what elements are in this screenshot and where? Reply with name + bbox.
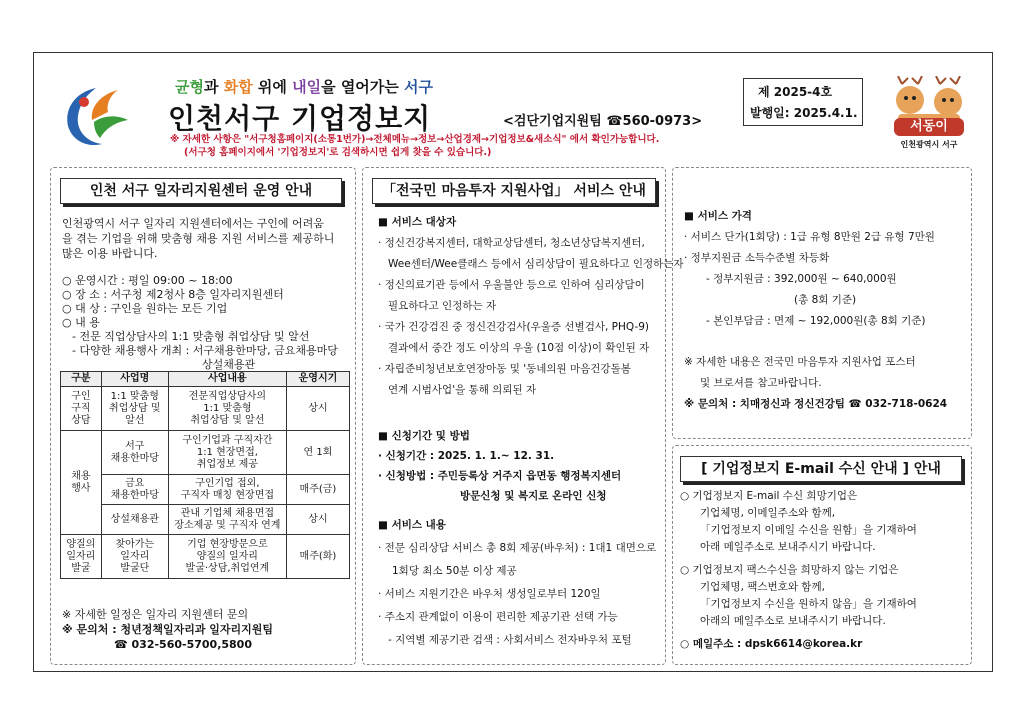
middle-content-2 (378, 426, 621, 506)
slogan-part: 을 열어가는 (321, 78, 405, 96)
issue-number: 제 2025-4호 (758, 85, 833, 99)
text-line: 「기업정보지 이메일 수신을 원함」을 기재하여 (700, 524, 917, 536)
table-cell: 구인기업과 구직자간 1:1 현장면접, 취업정보 제공 (168, 431, 286, 475)
text-line: 아래의 메일주소로 보내주시기 바랍니다. (700, 615, 886, 627)
phone-line: ☎ 032-560-5700,5800 (114, 638, 252, 651)
text-line: - 지역별 제공기관 검색 : 사회서비스 전자바우처 포털 (388, 634, 632, 646)
mascot-name: 서동이 (894, 118, 964, 136)
text-line: 방문신청 및 복지로 온라인 신청 (460, 490, 607, 502)
table-cell: 찾아가는 일자리 발굴단 (101, 535, 168, 579)
text-line: · 신청기간 : 2025. 1. 1.~ 12. 31. (378, 450, 555, 462)
table-header: 구분 (61, 372, 102, 387)
table-row (61, 475, 350, 505)
text-line: 필요하다고 인정하는 자 (388, 300, 497, 312)
text-line: 기업체명, 이메일주소와 함께, (700, 507, 836, 519)
text-line: · 서비스 지원기간은 바우처 생성일로부터 120일 (378, 588, 601, 600)
slogan-part: 서구 (404, 78, 433, 96)
right-pricing (684, 206, 935, 332)
table-row (61, 535, 350, 579)
text-line: ○ 기업정보지 E-mail 수신 희망기업은 (680, 490, 858, 502)
table-cell: 매주(금) (286, 475, 349, 505)
mascot (888, 76, 970, 158)
slogan-part: 화합 (223, 78, 253, 96)
notice (170, 133, 659, 159)
section-heading: ■ 서비스 가격 (684, 210, 752, 222)
middle-content-3 (378, 514, 656, 652)
text-line: ○ 대 상 : 구인을 원하는 모든 기업 (62, 302, 228, 315)
right-notes (684, 352, 947, 415)
section-heading: ■ 서비스 내용 (378, 519, 446, 531)
right-email (680, 488, 917, 653)
text-line: ※ 자세한 일정은 일자리 지원센터 문의 (62, 608, 249, 621)
middle-content (378, 212, 684, 401)
issue-box (743, 78, 863, 126)
table-header-row (61, 372, 350, 387)
table-cell: 전문직업상담사의 1:1 맞춤형 취업상담 및 알선 (168, 387, 286, 431)
team-contact: <검단기업지원팀 ☎560-0973> (503, 114, 703, 129)
text-line: 「기업정보지 수신을 원하지 않음」을 기재하여 (700, 598, 917, 610)
left-section-title: 인천 서구 일자리지원센터 운영 안내 (60, 178, 342, 204)
left-footer (62, 607, 273, 652)
text-line: ○ 운영시간 : 평일 09:00 ~ 18:00 (62, 274, 233, 287)
table-cell: 상시 (286, 387, 349, 431)
table-header: 운영시기 (286, 372, 349, 387)
text-line: · 전문 심리상담 서비스 총 8회 제공(바우처) : 1대1 대면으로 (378, 542, 657, 554)
text-line: - 다양한 채용행사 개최 : 서구채용한마당, 금요채용마당 (72, 344, 338, 357)
table-row (61, 431, 350, 475)
contact-line: ※ 문의처 : 청년정책일자리과 일자리지원팀 (62, 623, 274, 636)
text-line: Wee센터/Wee클래스 등에서 심리상담이 필요하다고 인정하는자 (388, 258, 684, 270)
issue-date: 발행일: 2025.4.1. (750, 106, 858, 120)
text-line: ○ 기업정보지 팩스수신을 희망하지 않는 기업은 (680, 564, 899, 576)
slogan-part: 위에 (252, 78, 293, 96)
text-line: · 신청방법 : 주민등록상 거주지 읍면동 행정복지센터 (378, 470, 622, 482)
text-line: 및 브로셔를 참고바랍니다. (700, 377, 822, 389)
text-line: - 본인부담금 : 면제 ~ 192,000원(총 8회 기준) (706, 315, 926, 327)
section-heading: ■ 신청기간 및 방법 (378, 430, 470, 442)
table-cell: 구인 구직 상담 (61, 387, 102, 431)
table-row (61, 505, 350, 535)
table-cell: 양질의 일자리 발굴 (61, 535, 102, 579)
notice-line: ※ 자세한 사항은 "서구청홈페이지(소통1번가)→전체메뉴→정보→산업경제→기업정보&새소식" 에서 확인가능합니다. (170, 134, 660, 145)
text-line: · 국가 건강검진 중 정신건강검사(우울증 선별검사, PHQ-9) (378, 321, 650, 333)
text-line: · 주소지 관계없이 이용이 편리한 제공기관 선택 가능 (378, 611, 618, 623)
text-line: 많은 이용 바랍니다. (62, 247, 158, 260)
slogan-part: 균형 (175, 78, 204, 96)
text-line: 연계 시범사업'을 통해 의뢰된 자 (388, 384, 537, 396)
text-line: 인천광역시 서구 일자리 지원센터에서는 구인에 어려움 (62, 217, 324, 230)
program-table (60, 371, 350, 579)
slogan (175, 76, 433, 97)
section-heading: ■ 서비스 대상자 (378, 216, 457, 228)
text-line: ○ 내 용 (62, 316, 100, 329)
text-line: ※ 자세한 내용은 전국민 마음투자 지원사업 포스터 (684, 356, 916, 368)
seogu-logo-icon (56, 82, 136, 152)
text-line: 결과에서 중간 정도 이상의 우울 (10점 이상)이 확인된 자 (388, 342, 650, 354)
table-cell: 채용 행사 (61, 431, 102, 535)
table-header: 사업명 (101, 372, 168, 387)
text-line: 을 겪는 기업을 위해 맞춤형 채용 지원 서비스를 제공하니 (62, 232, 335, 245)
table-cell: 구인기업 접외, 구직자 매칭 현장면접 (168, 475, 286, 505)
notice-line: (서구청 홈페이지에서 '기업정보지'로 검색하시면 쉽게 찾을 수 있습니다.) (184, 147, 492, 158)
table-cell: 금요 채용한마당 (101, 475, 168, 505)
slogan-part: 내일 (292, 78, 322, 96)
middle-section-title: 「전국민 마음투자 지원사업」 서비스 안내 (372, 178, 656, 204)
text-line: · 정신건강복지센터, 대학교상담센터, 청소년상담복지센터, (378, 237, 645, 249)
table-cell: 매주(화) (286, 535, 349, 579)
text-line: · 자립준비청년보호연장아동 및 '동네의원 마음건강돌봄 (378, 363, 631, 375)
slogan-part: 과 (203, 78, 224, 96)
table-cell: 서구 채용한마당 (101, 431, 168, 475)
text-line: (총 8회 기준) (794, 294, 857, 306)
text-line: 상설채용관 (202, 358, 256, 371)
email-section-title: [ 기업정보지 E-mail 수신 안내 ] 안내 (680, 456, 962, 482)
text-line: 1회당 최소 50분 이상 제공 (392, 565, 517, 577)
text-line: · 서비스 단가(1회당) : 1급 유형 8만원 2급 유형 7만원 (684, 231, 935, 243)
left-intro (62, 216, 334, 261)
table-cell: 관내 기업체 채용면접 장소제공 및 구직자 연계 (168, 505, 286, 535)
table-cell: 상시 (286, 505, 349, 535)
mascot-sub: 인천광역시 서구 (900, 140, 958, 149)
left-info (62, 274, 338, 372)
text-line: 기업체명, 팩스번호와 함께, (700, 581, 825, 593)
text-line: · 정신의료기관 등에서 우울불안 등으로 인하여 심리상담이 (378, 279, 645, 291)
text-line: - 정부지원금 : 392,000원 ~ 640,000원 (706, 273, 897, 285)
page-title: 인천서구 기업정보지 (168, 102, 432, 135)
email-address: ○ 메일주소 : dpsk6614@korea.kr (680, 638, 863, 650)
table-header: 사업내용 (168, 372, 286, 387)
table-cell: 연 1회 (286, 431, 349, 475)
table-cell: 상설채용관 (101, 505, 168, 535)
text-line: · 정부지원금 소득수준별 차등화 (684, 252, 830, 264)
table-row (61, 387, 350, 431)
contact-line: ※ 문의처 : 치매정신과 정신건강팀 ☎ 032-718-0624 (684, 398, 948, 410)
table-cell: 기업 현장방문으로 양질의 일자리 발굴·상담,취업연계 (168, 535, 286, 579)
text-line: 아래 메일주소로 보내주시기 바랍니다. (700, 541, 876, 553)
table-cell: 1:1 맞춤형 취업상담 및 알선 (101, 387, 168, 431)
text-line: ○ 장 소 : 서구청 제2청사 8층 일자리지원센터 (62, 288, 284, 301)
text-line: - 전문 직업상담사의 1:1 맞춤형 취업상담 및 알선 (72, 330, 310, 343)
